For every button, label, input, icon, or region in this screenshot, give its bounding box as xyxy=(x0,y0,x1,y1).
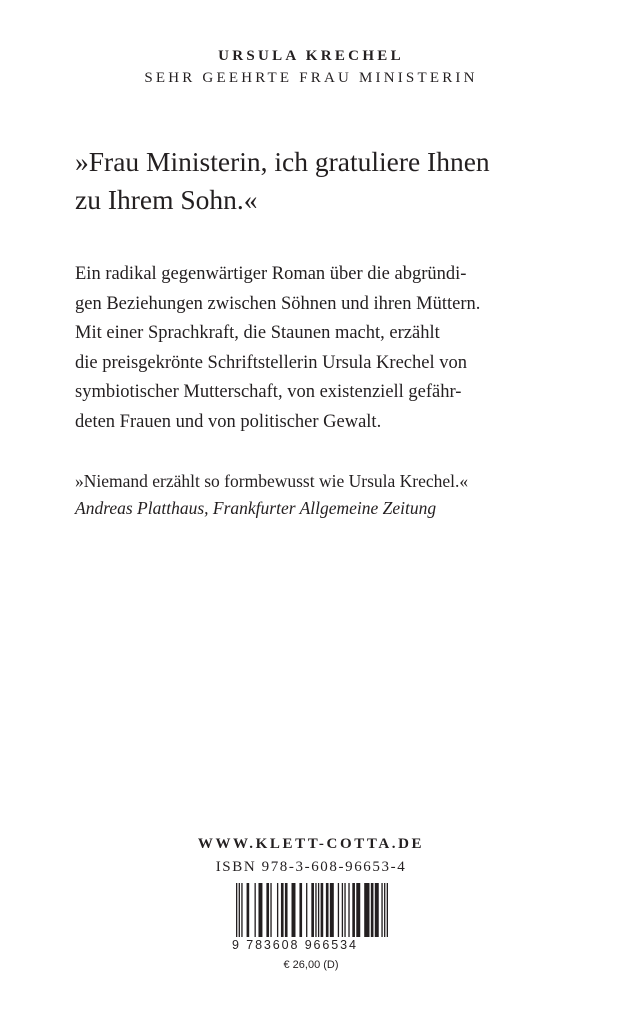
barcode-bar xyxy=(364,883,369,937)
tagline-quote xyxy=(75,143,575,219)
price-label: € 26,00 (D) xyxy=(283,959,339,971)
barcode-bar xyxy=(247,883,250,937)
barcode-bar xyxy=(356,883,360,937)
barcode-bar xyxy=(342,883,343,937)
publisher-footer xyxy=(0,834,622,877)
barcode-bar xyxy=(348,883,349,937)
author-name: URSULA KRECHEL xyxy=(218,48,404,64)
tagline-line: »Frau Ministerin, ich gratuliere Ihnen xyxy=(75,146,490,177)
barcode-bar xyxy=(338,883,339,937)
barcode-bar xyxy=(318,883,319,937)
barcode-bar xyxy=(266,883,269,937)
blurb-line: Ein radikal gegenwärtiger Roman über die abgründi- xyxy=(75,264,467,284)
barcode-bar xyxy=(270,883,271,937)
book-title: SEHR GEEHRTE FRAU MINISTERIN xyxy=(144,70,478,86)
barcode-bar xyxy=(384,883,385,937)
tagline-line: zu Ihrem Sohn.« xyxy=(75,184,258,215)
blurb-paragraph xyxy=(75,260,575,437)
barcode-bar xyxy=(375,883,379,937)
barcode-bar xyxy=(315,883,316,937)
barcode-bar xyxy=(239,883,240,937)
barcode-bar xyxy=(285,883,288,937)
barcode-bar xyxy=(326,883,329,937)
barcode-bar xyxy=(387,883,388,937)
barcode-digits: 9 783608 966534 xyxy=(232,938,358,952)
barcode-bar xyxy=(258,883,262,937)
review-text: »Niemand erzählt so formbewusst wie Ursula Krechel.« xyxy=(75,471,469,491)
publisher-website: WWW.KLETT-COTTA.DE xyxy=(197,836,425,852)
barcode-bar xyxy=(281,883,284,937)
barcode-bar xyxy=(236,883,237,937)
blurb-line: deten Frauen und von politischer Gewalt. xyxy=(75,411,382,432)
isbn-number: ISBN 978-3-608-96653-4 xyxy=(215,859,407,875)
barcode-bar xyxy=(299,883,302,937)
blurb-line: gen Beziehungen zwischen Söhnen und ihren Müttern. xyxy=(75,293,481,314)
barcode-bar xyxy=(381,883,382,937)
barcode-bar xyxy=(255,883,256,937)
barcode-bar xyxy=(321,883,324,937)
barcode-bar xyxy=(371,883,374,937)
blurb-line: die preisgekrönte Schriftstellerin Ursula Krechel von xyxy=(75,352,467,373)
barcode-bar xyxy=(311,883,314,937)
cover-header xyxy=(0,46,622,88)
blurb-line: symbiotischer Mutterschaft, von existenziell gefähr- xyxy=(75,382,462,402)
barcode-block xyxy=(232,883,392,952)
barcode-bar xyxy=(277,883,278,937)
barcode-bar xyxy=(344,883,345,937)
barcode-bar xyxy=(292,883,296,937)
barcode-bar xyxy=(330,883,334,937)
blurb-line: Mit einer Sprachkraft, die Staunen macht, erzählt xyxy=(75,323,440,343)
review-quote xyxy=(75,468,575,522)
barcode-bar xyxy=(306,883,307,937)
barcode-icon xyxy=(232,883,392,937)
barcode-bar xyxy=(241,883,242,937)
barcode-bar xyxy=(352,883,355,937)
review-source: Andreas Platthaus, Frankfurter Allgemeine Zeitung xyxy=(75,498,437,518)
